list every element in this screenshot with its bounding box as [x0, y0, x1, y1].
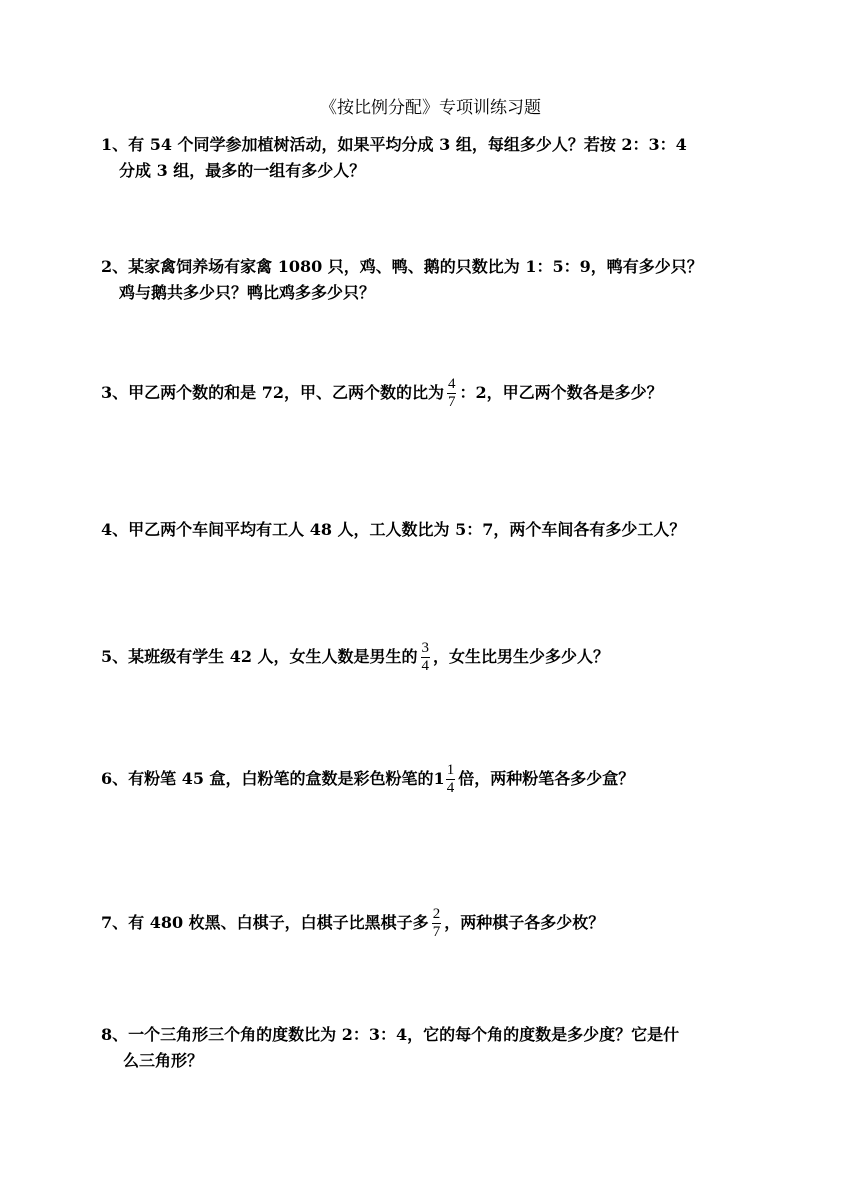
mixed-number-whole: 1 — [433, 769, 445, 788]
question-5 — [101, 640, 781, 675]
question-8 — [101, 1022, 781, 1074]
question-1 — [101, 132, 781, 184]
question-3-fraction — [447, 376, 457, 411]
question-7-fraction — [432, 906, 442, 941]
question-6-fraction — [446, 762, 456, 797]
question-2-line-2: 鸡与鹅共多少只？鸭比鸡多多少只？ — [119, 283, 376, 302]
question-5-text-after: ，女生比男生少多少人？ — [433, 647, 610, 666]
question-7-line-1 — [101, 906, 781, 941]
question-8-line-1: 8、一个三角形三个角的度数比为 2：3：4，它的每个角的度数是多少度？它是什 — [101, 1025, 680, 1044]
question-2 — [101, 254, 781, 306]
question-3-text-after: ：2，甲乙两个数各是多少？ — [459, 383, 663, 402]
fraction-denominator: 7 — [447, 394, 456, 410]
fraction-numerator: 2 — [432, 906, 441, 922]
question-6-text-after: 倍，两种粉笔各多少盒？ — [458, 769, 635, 788]
page-title: 《按比例分配》专项训练习题 — [320, 98, 541, 118]
question-2-line-1: 2、某家禽饲养场有家禽 1080 只，鸡、鸭、鹅的只数比为 1：5：9，鸭有多少只？ — [101, 257, 703, 276]
question-8-line-2: 么三角形？ — [123, 1051, 204, 1070]
question-7-text-after: ，两种棋子各多少枚？ — [444, 913, 605, 932]
question-3-line-1 — [101, 376, 781, 411]
fraction-denominator: 4 — [421, 658, 430, 674]
question-1-line-2: 分成 3 组，最多的一组有多少人？ — [119, 161, 366, 180]
question-6 — [101, 762, 781, 797]
fraction-denominator: 4 — [446, 780, 455, 796]
question-5-text-before: 5、某班级有学生 42 人，女生人数是男生的 — [101, 647, 418, 666]
question-7 — [101, 906, 781, 941]
question-1-line-1: 1、有 54 个同学参加植树活动，如果平均分成 3 组，每组多少人？若按 2：3：4 — [101, 135, 687, 154]
question-4-line-1: 4、甲乙两个车间平均有工人 48 人，工人数比为 5：7，两个车间各有多少工人？ — [101, 520, 686, 539]
question-5-line-1 — [101, 640, 781, 675]
question-6-line-1 — [101, 762, 781, 797]
question-7-text-before: 7、有 480 枚黑、白棋子，白棋子比黑棋子多 — [101, 913, 429, 932]
question-3 — [101, 376, 781, 411]
fraction-numerator: 4 — [447, 376, 456, 392]
fraction-denominator: 7 — [432, 924, 441, 940]
question-5-fraction — [421, 640, 431, 675]
fraction-numerator: 3 — [421, 640, 430, 656]
question-4 — [101, 517, 781, 543]
question-3-text-before: 3、甲乙两个数的和是 72，甲、乙两个数的比为 — [101, 383, 444, 402]
question-6-text-before: 6、有粉笔 45 盒，白粉笔的盒数是彩色粉笔的 — [101, 769, 434, 788]
fraction-numerator: 1 — [446, 762, 455, 778]
